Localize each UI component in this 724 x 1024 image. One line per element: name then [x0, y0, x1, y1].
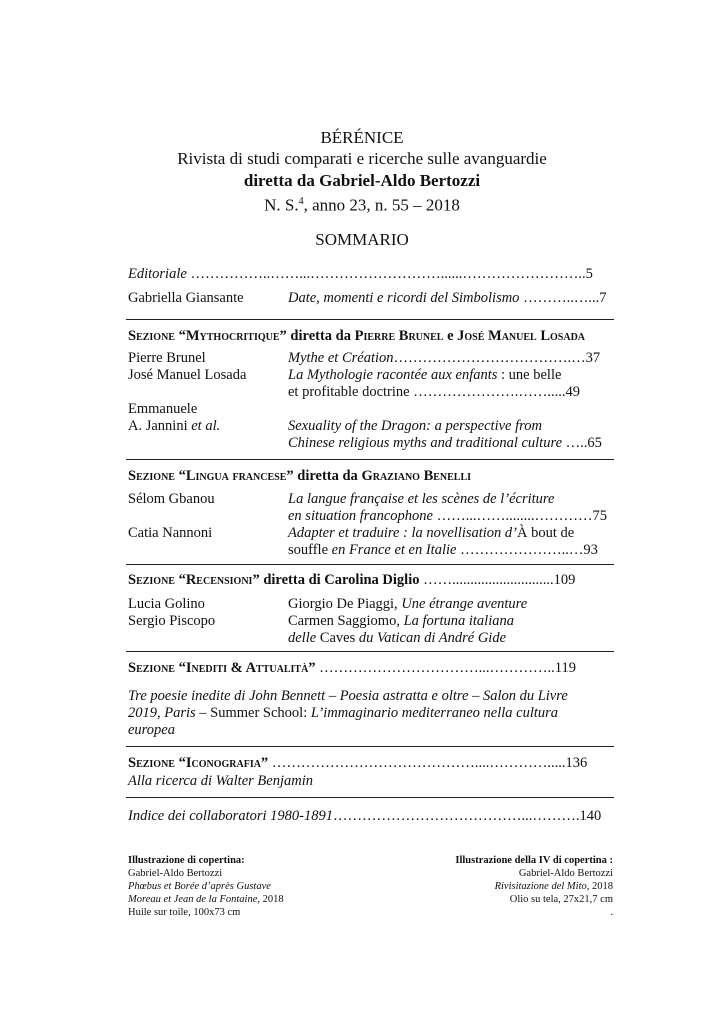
entry-title-cont: souffle en France et en Italie …………………..…93	[288, 542, 598, 558]
entry-title: Date, momenti e ricordi del Simbolismo ………..…...7	[288, 290, 607, 306]
section-divider	[126, 797, 614, 798]
entry-author: Lucia Golino	[128, 596, 205, 612]
indice-entry: Indice dei collaboratori 1980-1891…………………………………...……….140	[128, 808, 602, 824]
entry-title: Giorgio De Piaggi, Une étrange aventure	[288, 596, 528, 612]
entry-title-cont: delle Caves du Vatican di André Gide	[288, 630, 507, 646]
section-divider	[126, 459, 614, 460]
entry-title-cont: en situation francophone ……...……........…………75	[288, 508, 607, 524]
sommario-heading: SOMMARIO	[315, 230, 409, 249]
footer-back-cover-credit: Illustrazione della IV di copertina : Gabriel-Aldo Bertozzi Rivisitazione del Mito, 2018 Olio su tela, 27x21,7 cm .	[455, 855, 613, 918]
section-heading-recensioni: Sezione “Recensioni” diretta di Carolina Diglio ……............................109	[128, 572, 576, 588]
entry-author: Pierre Brunel	[128, 350, 206, 366]
section-divider	[126, 746, 614, 747]
entry-line: 2019, Paris – Summer School: L’immaginario mediterraneo nella cultura	[128, 705, 559, 721]
entry-title: La langue française et les scènes de l’écriture	[288, 491, 555, 507]
section-divider	[126, 651, 614, 652]
entry-author: Emmanuele	[128, 401, 198, 417]
journal-director: diretta da Gabriel-Aldo Bertozzi	[243, 171, 481, 190]
section-heading-inediti: Sezione “Inediti & Attualità” ……………………………...…………..119	[128, 660, 577, 676]
entry-title: La Mythologie racontée aux enfants : une belle	[288, 367, 562, 383]
section-heading-mythocritique: Sezione “Mythocritique” diretta da Pierre Brunel e José Manuel Losada	[128, 328, 586, 344]
entry-author: Sélom Gbanou	[128, 491, 215, 507]
entry-title-cont: et profitable doctrine ………………….…….....49	[288, 384, 580, 400]
section-heading-lingua: Sezione “Lingua francese” diretta da Graziano Benelli	[128, 468, 472, 484]
section-divider	[126, 319, 614, 320]
entry-author: Sergio Piscopo	[128, 613, 216, 629]
entry-line: europea	[128, 722, 175, 738]
entry-title: Mythe et Création……………………………….…37	[288, 350, 601, 366]
entry-author: Gabriella Giansante	[128, 290, 244, 306]
entry-line: Alla ricerca di Walter Benjamin	[128, 773, 313, 789]
editoriale-entry: Editoriale ……………..……...………………………......……………………..5	[128, 266, 593, 282]
entry-title: Carmen Saggiomo, La fortuna italiana	[288, 613, 514, 629]
entry-title: Adapter et traduire : la novellisation d’À bout de	[288, 525, 575, 541]
entry-author: Catia Nannoni	[128, 525, 213, 541]
entry-line: Tre poesie inedite di John Bennett – Poesia astratta e oltre – Salon du Livre	[128, 688, 568, 704]
entry-author: José Manuel Losada	[128, 367, 247, 383]
issue-line: N. S.$^4$, anno 23, n. 55 – 2018	[264, 195, 460, 215]
journal-title: BÉRÉNICE	[320, 128, 404, 147]
section-heading-iconografia: Sezione “Iconografia” ……………………………………....………….....136	[128, 755, 588, 771]
entry-title-cont: Chinese religious myths and traditional culture …..65	[288, 435, 602, 451]
journal-subtitle: Rivista di studi comparati e ricerche sulle avanguardie	[177, 149, 547, 168]
entry-author-cont: A. Jannini et al.	[128, 418, 221, 434]
footer-cover-credit: Illustrazione di copertina: Gabriel-Aldo Bertozzi Phœbus et Borée d’après Gustave Moreau et Jean de la Fontaine, 2018 Huile sur toile, 100x73 cm	[128, 855, 284, 918]
section-divider	[126, 564, 614, 565]
entry-title: Sexuality of the Dragon: a perspective from	[288, 418, 542, 434]
